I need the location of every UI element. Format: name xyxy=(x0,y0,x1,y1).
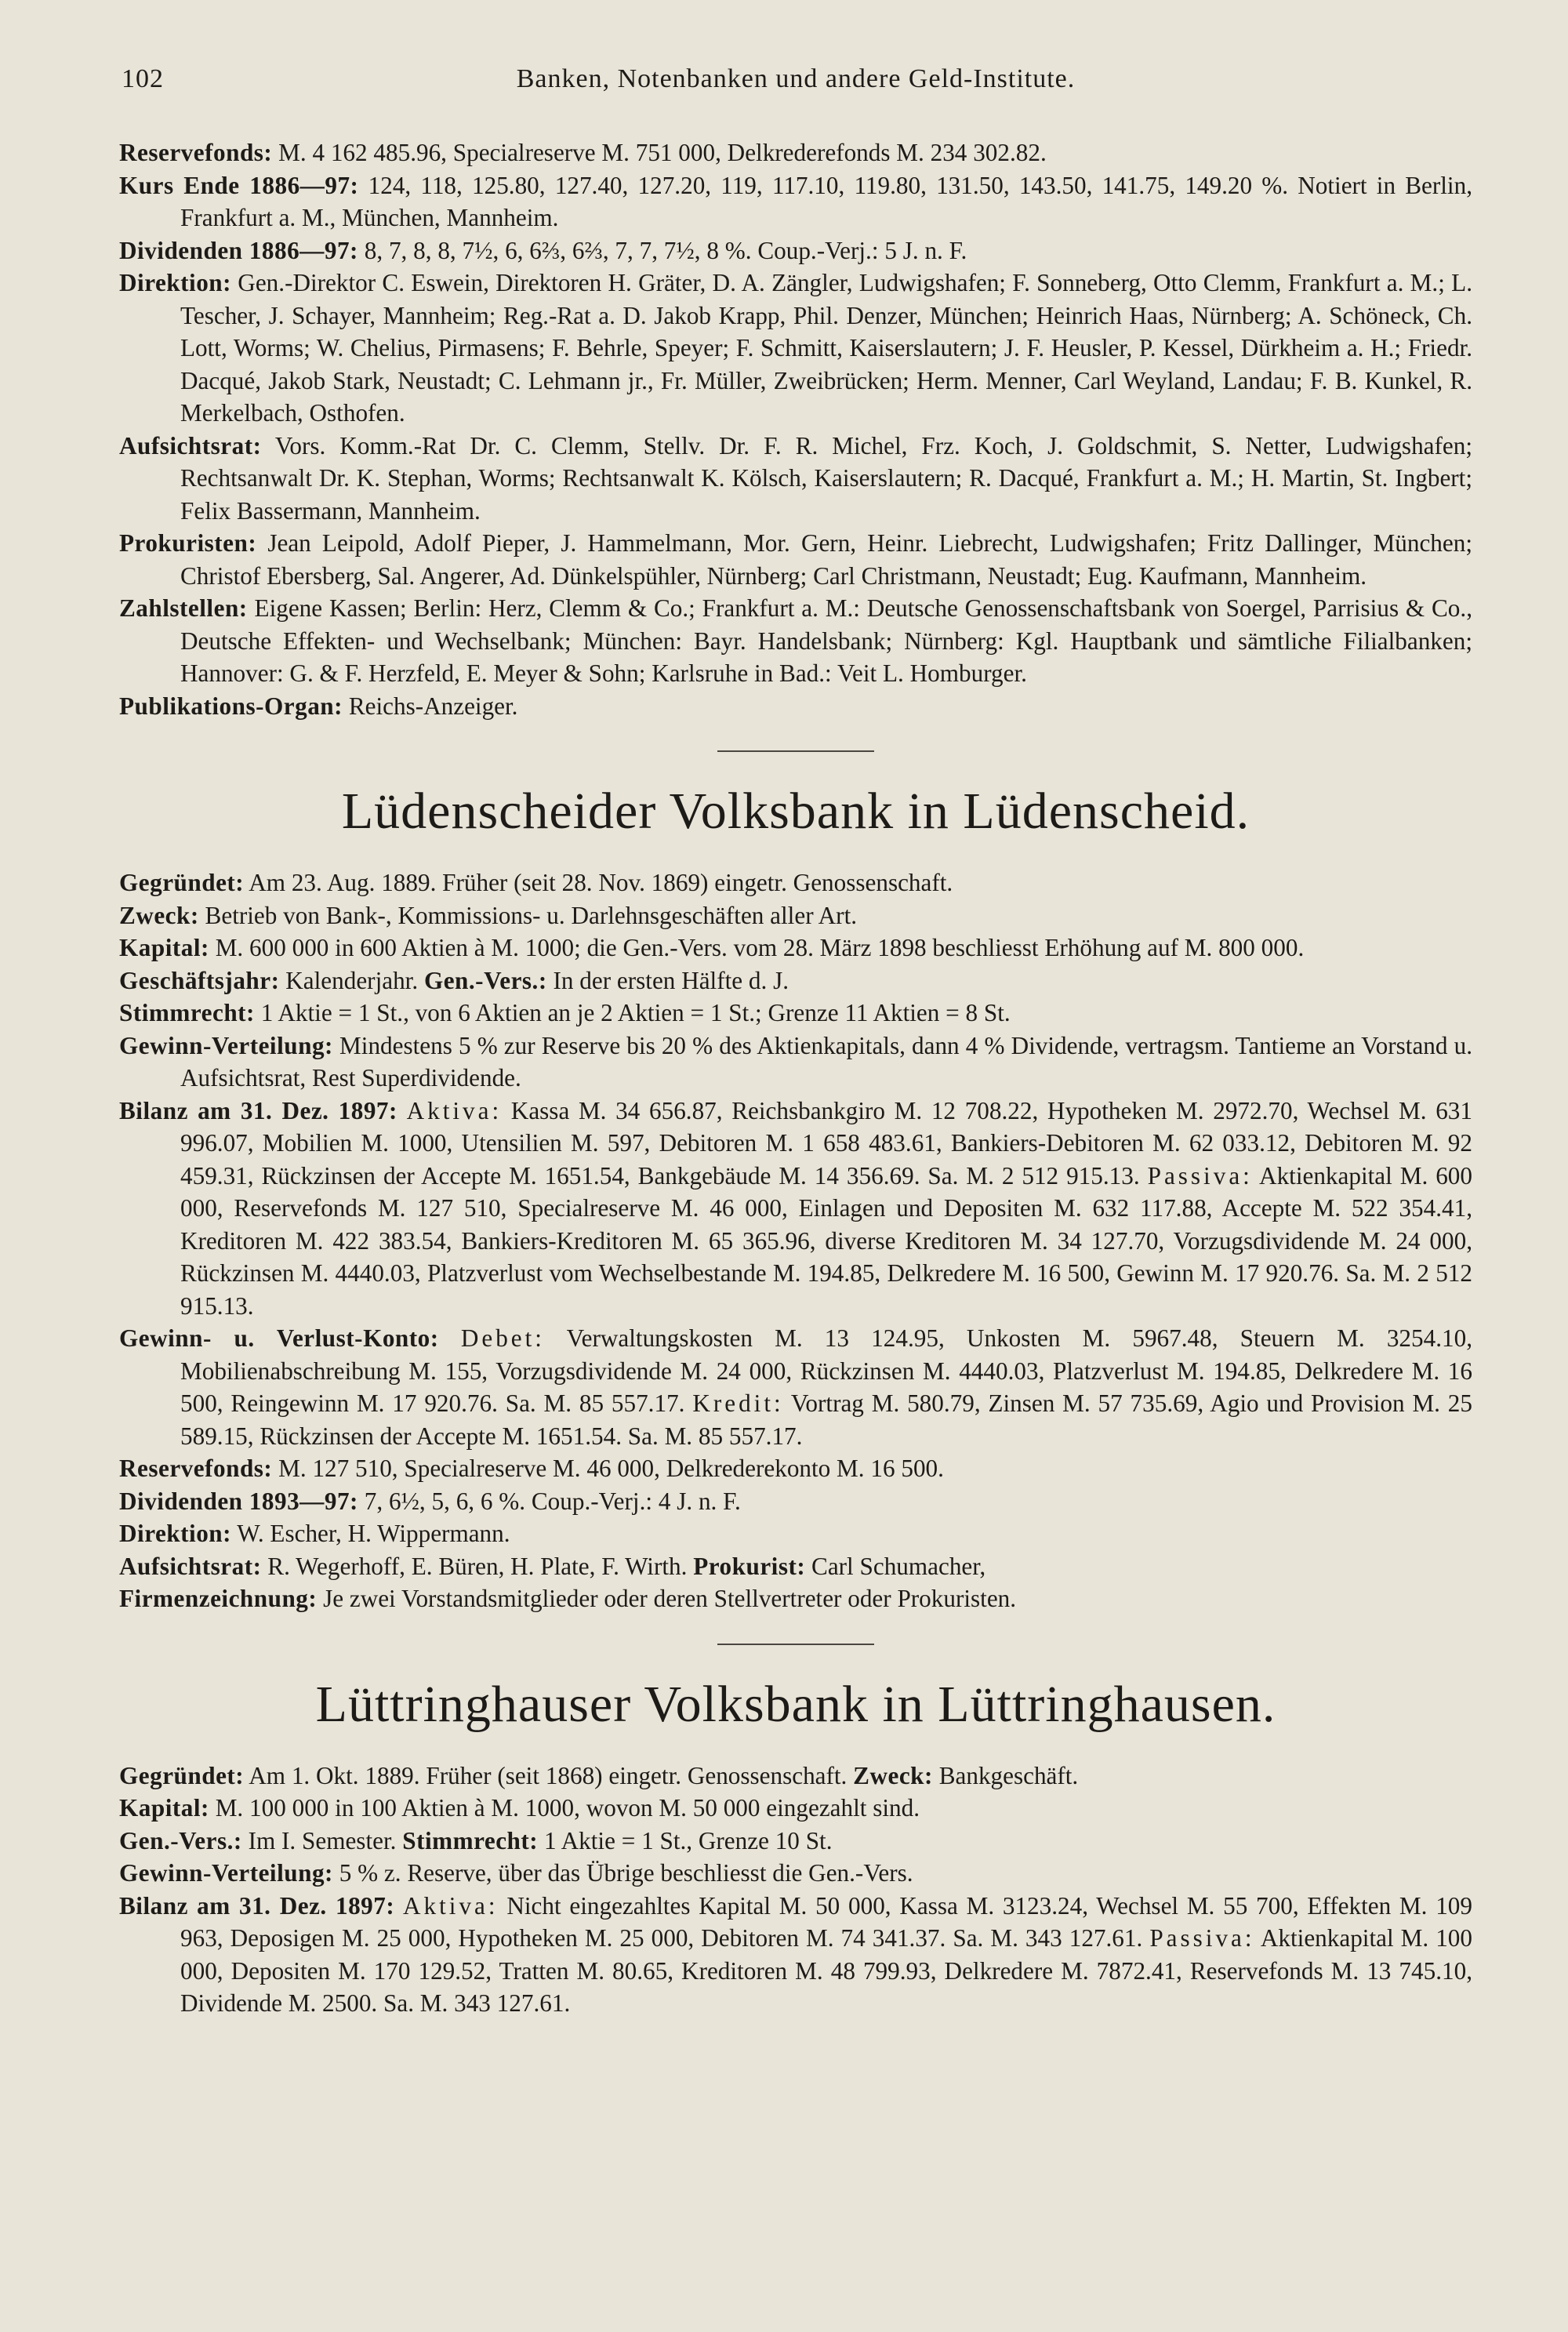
entry-publikations-organ xyxy=(119,690,1472,723)
entry-text: Aktienkapital M. 100 000, Depositen M. 170 129.52, Tratten M. 80.65, Kreditoren M. 48 799.93, Delkredere M. 7872.41, Reservefonds M. 13 745.10, Dividende M. 2500. Sa. M. 343 127.61. xyxy=(180,1924,1472,2017)
entry-text: 8, 7, 8, 8, 7½, 6, 6⅔, 6⅔, 7, 7, 7½, 8 %. Coup.-Verj.: 5 J. n. F. xyxy=(358,236,967,264)
entry-subhead: Debet: xyxy=(460,1324,545,1352)
section-luettringhausen xyxy=(119,1673,1472,2020)
page-body xyxy=(119,136,1472,2020)
entry-text: Reichs-Anzeiger. xyxy=(343,692,518,720)
entry-text: Vortrag M. 580.79, Zinsen M. 57 735.69, Agio und Provision M. 25 589.15, Rückzinsen der Accepte M. 1651.54. Sa. M. 85 557.17. xyxy=(180,1389,1472,1450)
entry-label: Firmenzeichnung: xyxy=(119,1585,318,1612)
entry-subhead: Kredit: xyxy=(692,1389,784,1417)
entry-label: Stimmrecht: xyxy=(402,1826,539,1854)
section-divider xyxy=(717,1644,874,1645)
entry-text: M. 127 510, Specialreserve M. 46 000, Delkrederekonto M. 16 500. xyxy=(272,1455,944,1482)
entry-label: Gewinn-Verteilung: xyxy=(119,1859,333,1887)
entry-kurs xyxy=(119,169,1472,234)
entry-label: Direktion: xyxy=(119,269,232,296)
entry-zahlstellen xyxy=(119,592,1472,690)
entry-text: Jean Leipold, Adolf Pieper, J. Hammelmann, Mor. Gern, Heinr. Liebrecht, Ludwigshafen; Fritz Dallinger, München; Christof Ebersberg, Sal. Angerer, Ad. Dünkelspühler, Nürnberg; Carl Christmann, Neustadt; Eug. Kaufmann, Mannheim. xyxy=(180,529,1472,590)
entry-label: Publikations-Organ: xyxy=(119,692,343,720)
entry-label: Gen.-Vers.: xyxy=(423,966,547,994)
entry-geschaeftsjahr xyxy=(119,964,1472,997)
entry-text: M. 600 000 in 600 Aktien à M. 1000; die Gen.-Vers. vom 28. März 1898 beschliesst Erhöhung auf M. 800 000. xyxy=(209,934,1305,961)
entry-text: Betrieb von Bank-, Kommissions- u. Darlehnsgeschäften aller Art. xyxy=(198,901,858,929)
entry-text: Gen.-Direktor C. Eswein, Direktoren H. Gräter, D. A. Zängler, Ludwigshafen; F. Sonneberg, Otto Clemm, Frankfurt a. M.; L. Tescher, J. Schayer, Mannheim; Reg.-Rat a. D. Jakob Krapp, Phil. Denzer, München; Heinrich Haas, Nürnberg; A. Schöneck, Ch. Lott, Worms; W. Chelius, Pirmasens; F. Behrle, Speyer; F. Schmitt, Kaiserslautern; J. F. Heusler, P. Kessel, Dürkheim a. H.; Friedr. Dacqué, Jakob Stark, Neustadt; C. Lehmann jr., Fr. Müller, Zweibrücken; Herm. Menner, Carl Weyland, Landau; F. B. Kunkel, R. Merkelbach, Osthofen. xyxy=(180,269,1472,427)
entry-label: Geschäftsjahr: xyxy=(119,966,280,994)
entry-bilanz xyxy=(119,1890,1472,2020)
entry-text: Vors. Komm.-Rat Dr. C. Clemm, Stellv. Dr. F. R. Michel, Frz. Koch, J. Goldschmit, S. Netter, Ludwigshafen; Rechtsanwalt Dr. K. Stephan, Worms; Rechtsanwalt K. Kölsch, Kaiserslautern; R. Dacqué, Frankfurt a. M.; H. Martin, St. Ingbert; Felix Bassermann, Mannheim. xyxy=(180,431,1472,525)
entry-firmenzeichnung xyxy=(119,1582,1472,1615)
entry-text: W. Escher, H. Wippermann. xyxy=(231,1520,510,1547)
entry-text: M. 100 000 in 100 Aktien à M. 1000, wovon M. 50 000 eingezahlt sind. xyxy=(209,1794,920,1822)
entry-text: Nicht eingezahltes Kapital M. 50 000, Kassa M. 3123.24, Wechsel M. 55 700, Effekten M. 109 963, Deposigen M. 25 000, Hypotheken M. 25 000, Debitoren M. 74 341.37. Sa. M. 343 127.61. xyxy=(180,1891,1472,1952)
entry-label: Zweck: xyxy=(853,1761,933,1789)
page-number: 102 xyxy=(122,64,164,93)
entry-subhead: Aktiva: xyxy=(406,1096,503,1124)
entry-label: Gegründet: xyxy=(119,1761,245,1789)
entry-text: Im I. Semester. xyxy=(241,1826,403,1854)
entry-label: Stimmrecht: xyxy=(119,999,255,1026)
continued-entry xyxy=(119,136,1472,722)
entry-aufsichtsrat xyxy=(119,1550,1472,1583)
entry-text: 7, 6½, 5, 6, 6 %. Coup.-Verj.: 4 J. n. F. xyxy=(358,1487,741,1515)
section-luedenscheid xyxy=(119,780,1472,1615)
entry-kapital xyxy=(119,1792,1472,1825)
entry-subhead: Aktiva: xyxy=(403,1891,499,1920)
entry-gewinn-verteilung xyxy=(119,1857,1472,1890)
entry-dividenden xyxy=(119,1485,1472,1518)
entry-dividenden xyxy=(119,234,1472,267)
entry-label: Prokurist: xyxy=(693,1552,806,1580)
entry-text: Am 1. Okt. 1889. Früher (seit 1868) eingetr. Genossenschaft. xyxy=(244,1761,854,1789)
entry-text: R. Wegerhoff, E. Büren, H. Plate, F. Wirth. xyxy=(261,1552,694,1580)
entry-label: Dividenden 1886—97: xyxy=(119,236,358,264)
entry-text: Mindestens 5 % zur Reserve bis 20 % des Aktienkapitals, dann 4 % Dividende, vertragsm. Tantieme an Vorstand u. Aufsichtsrat, Rest Superdividende. xyxy=(180,1031,1472,1092)
entry-subhead: Passiva: xyxy=(1147,1161,1253,1190)
entry-reservefonds xyxy=(119,136,1472,169)
entry-text: Kassa M. 34 656.87, Reichsbankgiro M. 12 708.22, Hypotheken M. 2972.70, Wechsel M. 631 996.07, Mobilien M. 1000, Utensilien M. 597, Debitoren M. 1 658 483.61, Bankiers-Debitoren M. 62 033.12, Debitoren M. 92 459.31, Rückzinsen der Accepte M. 1651.54, Bankgebäude M. 14 356.69. Sa. M. 2 512 915.13. xyxy=(180,1096,1472,1190)
running-title: Banken, Notenbanken und andere Geld-Institute. xyxy=(516,64,1076,93)
entry-text: M. 4 162 485.96, Specialreserve M. 751 000, Delkrederefonds M. 234 302.82. xyxy=(272,139,1047,166)
entry-text: 124, 118, 125.80, 127.40, 127.20, 119, 117.10, 119.80, 131.50, 143.50, 141.75, 149.20 %. Notiert in Berlin, Frankfurt a. M., München, Mannheim. xyxy=(180,171,1472,231)
entry-label: Gewinn-Verteilung: xyxy=(119,1031,333,1059)
entry-text: 5 % z. Reserve, über das Übrige beschliesst die Gen.-Vers. xyxy=(332,1859,913,1887)
entry-text: Carl Schumacher, xyxy=(805,1552,986,1580)
entry-gegruendet xyxy=(119,866,1472,899)
entry-bilanz xyxy=(119,1095,1472,1323)
entry-label: Zahlstellen: xyxy=(119,594,248,622)
entry-label: Kapital: xyxy=(119,934,209,961)
entry-reservefonds xyxy=(119,1452,1472,1485)
section-divider xyxy=(717,750,874,752)
entry-gegruendet xyxy=(119,1760,1472,1793)
entry-label: Bilanz am 31. Dez. 1897: xyxy=(119,1891,395,1920)
entry-text: In der ersten Hälfte d. J. xyxy=(546,966,789,994)
entry-subhead: Passiva: xyxy=(1149,1924,1255,1952)
entry-direktion xyxy=(119,267,1472,430)
entry-label: Reservefonds: xyxy=(119,139,273,166)
entry-label: Zweck: xyxy=(119,901,199,929)
entry-label: Direktion: xyxy=(119,1520,232,1547)
entry-text: Je zwei Vorstandsmitglieder oder deren Stellvertreter oder Prokuristen. xyxy=(317,1585,1017,1612)
entry-direktion xyxy=(119,1517,1472,1550)
entry-text: 1 Aktie = 1 St., von 6 Aktien an je 2 Aktien = 1 St.; Grenze 11 Aktien = 8 St. xyxy=(254,999,1011,1026)
entry-gewinn-verteilung xyxy=(119,1030,1472,1095)
entry-gen-vers xyxy=(119,1825,1472,1858)
entry-label: Gegründet: xyxy=(119,869,245,896)
entry-text: Verwaltungskosten M. 13 124.95, Unkosten M. 5967.48, Steuern M. 3254.10, Mobilienabschreibung M. 155, Vorzugsdividende M. 24 000, Rückzinsen M. 4440.03, Platzverlust M. 194.85, Delkredere M. 16 500, Reingewinn M. 17 920.76. Sa. M. 85 557.17. xyxy=(180,1324,1472,1417)
entry-gewinn-verlust-konto xyxy=(119,1322,1472,1452)
entry-label: Dividenden 1893—97: xyxy=(119,1487,358,1515)
entry-text: Aktienkapital M. 600 000, Reservefonds M. 127 510, Specialreserve M. 46 000, Einlagen und Depositen M. 632 117.88, Accepte M. 522 354.41, Kreditoren M. 422 383.54, Bankiers-Kreditoren M. 65 365.96, diverse Kreditoren M. 34 127.70, Vorzugsdividende M. 24 000, Rückzinsen M. 4440.03, Platzverlust vom Wechselbestande M. 194.85, Delkredere M. 16 500, Gewinn M. 17 920.76. Sa. M. 2 512 915.13. xyxy=(180,1161,1472,1320)
entry-stimmrecht xyxy=(119,997,1472,1030)
entry-aufsichtsrat xyxy=(119,430,1472,528)
entry-kapital xyxy=(119,932,1472,964)
page-header xyxy=(122,64,1470,104)
entry-label: Reservefonds: xyxy=(119,1455,273,1482)
entry-label: Gen.-Vers.: xyxy=(119,1826,242,1854)
entry-label: Aufsichtsrat: xyxy=(119,431,262,459)
entry-prokuristen xyxy=(119,527,1472,592)
entry-label: Gewinn- u. Verlust-Konto: xyxy=(119,1324,439,1352)
entry-label: Prokuristen: xyxy=(119,529,257,557)
entry-zweck xyxy=(119,899,1472,932)
entry-label: Aufsichtsrat: xyxy=(119,1552,262,1580)
entry-text: Am 23. Aug. 1889. Früher (seit 28. Nov. 1869) eingetr. Genossenschaft. xyxy=(244,869,953,896)
entry-text: Bankgeschäft. xyxy=(932,1761,1079,1789)
entry-label: Kapital: xyxy=(119,1794,209,1822)
section-title: Lüdenscheider Volksbank in Lüdenscheid. xyxy=(341,783,1250,840)
entry-label: Bilanz am 31. Dez. 1897: xyxy=(119,1096,397,1124)
entry-label: Kurs Ende 1886—97: xyxy=(119,171,359,199)
entry-text: Eigene Kassen; Berlin: Herz, Clemm & Co.; Frankfurt a. M.: Deutsche Genossenschaftsbank von Soergel, Parrisius & Co., Deutsche Effekten- und Wechselbank; München: Bayr. Handelsbank; Nürnberg: Kgl. Hauptbank und sämtliche Filialbanken; Hannover: G. & F. Herzfeld, E. Meyer & Sohn; Karlsruhe in Bad.: Veit L. Homburger. xyxy=(180,594,1472,687)
entry-text: 1 Aktie = 1 St., Grenze 10 St. xyxy=(538,1826,833,1854)
entry-text: Kalenderjahr. xyxy=(279,966,424,994)
section-title: Lüttringhauser Volksbank in Lüttringhausen. xyxy=(315,1675,1276,1733)
